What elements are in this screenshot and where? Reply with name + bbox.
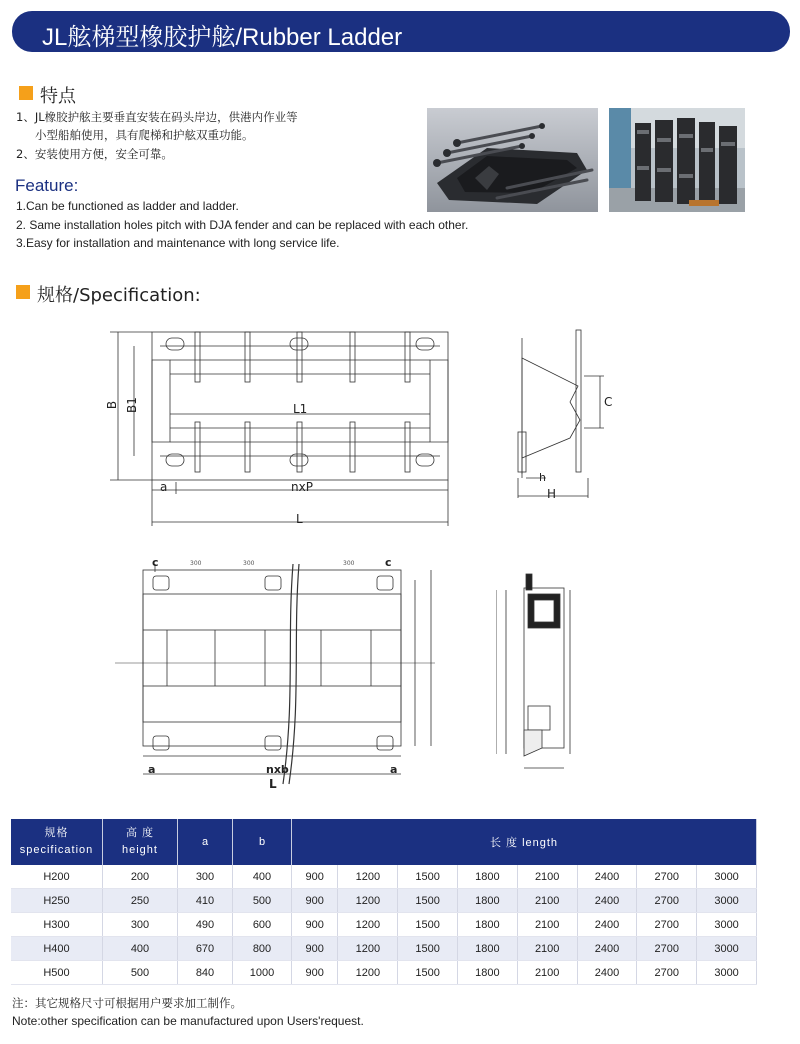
table-row — [11, 889, 757, 913]
table-cell: 3000 — [697, 889, 757, 913]
feature-cn-line: 2、安装使用方便，安全可靠。 — [16, 147, 173, 161]
front-elevation-drawing — [100, 322, 460, 530]
features-cn-title: 特点 — [40, 86, 76, 107]
table-cell: 1500 — [398, 865, 458, 889]
table-row — [11, 913, 757, 937]
dim-label-B1: B1 — [124, 397, 139, 413]
features-en-title: Feature: — [15, 176, 79, 195]
section-bullet — [19, 86, 33, 100]
table-cell: 900 — [292, 889, 338, 913]
table-cell: H300 — [11, 913, 103, 937]
table-row — [11, 865, 757, 889]
table-cell: 900 — [292, 865, 338, 889]
header-a: a — [178, 819, 233, 865]
header-b: b — [233, 819, 292, 865]
table-cell: 3000 — [697, 913, 757, 937]
section-bullet — [16, 285, 30, 299]
table-cell: 500 — [103, 961, 178, 985]
header-specification — [11, 819, 103, 865]
feature-en-line: 3.Easy for installation and maintenance with long service life. — [16, 236, 340, 250]
table-cell: 2400 — [577, 865, 637, 889]
table-cell: 400 — [103, 937, 178, 961]
table-cell: 800 — [233, 937, 292, 961]
table-cell: 300 — [103, 913, 178, 937]
table-cell: 670 — [178, 937, 233, 961]
dim-label-a: a — [160, 480, 168, 494]
table-cell: 250 — [103, 889, 178, 913]
specification-title: 规格/Specification: — [37, 285, 201, 306]
table-cell: 1500 — [398, 961, 458, 985]
table-cell: 1200 — [338, 889, 398, 913]
specification-table — [11, 819, 757, 985]
table-cell: 2700 — [637, 937, 697, 961]
table-cell: 1500 — [398, 913, 458, 937]
page-title: JL舷梯型橡胶护舷/Rubber Ladder — [42, 24, 403, 51]
title-banner — [12, 11, 790, 52]
table-cell: H400 — [11, 937, 103, 961]
dim-label-300: 300 — [190, 560, 202, 567]
warehouse-photo — [609, 108, 745, 212]
feature-en-line: 2. Same installation holes pitch with DJA fender and can be replaced with each other. — [16, 218, 469, 232]
table-cell: 1000 — [233, 961, 292, 985]
dim-label-c: c — [385, 556, 392, 569]
table-cell: 2100 — [517, 889, 577, 913]
dim-label-h: h — [539, 471, 546, 484]
dim-label-a: a — [390, 763, 398, 776]
header-spec-en: specification — [19, 844, 94, 856]
table-cell: 1800 — [458, 937, 518, 961]
table-cell: 500 — [233, 889, 292, 913]
header-length: 长 度 length — [292, 819, 757, 865]
table-cell: 2700 — [637, 913, 697, 937]
dim-label-c: c — [152, 556, 159, 569]
product-render-image — [427, 108, 598, 212]
table-cell: 900 — [292, 961, 338, 985]
table-cell: 1500 — [398, 889, 458, 913]
table-cell: 3000 — [697, 961, 757, 985]
table-cell: 2400 — [577, 961, 637, 985]
dim-label-L1: L1 — [293, 402, 308, 416]
table-cell: 1800 — [458, 889, 518, 913]
side-profile-drawing — [508, 328, 618, 500]
table-cell: 2400 — [577, 937, 637, 961]
table-cell: 2700 — [637, 889, 697, 913]
table-cell: 2100 — [517, 913, 577, 937]
table-cell: 1800 — [458, 913, 518, 937]
note-en: Note:other specification can be manufactured upon Users'request. — [12, 1014, 364, 1028]
dim-label-a: a — [148, 763, 156, 776]
table-cell: H500 — [11, 961, 103, 985]
dim-label-B: B — [105, 400, 120, 410]
table-cell: 3000 — [697, 865, 757, 889]
dim-label-300: 300 — [343, 560, 355, 567]
dim-label-L: L — [269, 777, 277, 791]
table-cell: 2100 — [517, 865, 577, 889]
table-cell: 600 — [233, 913, 292, 937]
table-cell: 400 — [233, 865, 292, 889]
table-cell: 2400 — [577, 913, 637, 937]
table-cell: 410 — [178, 889, 233, 913]
table-cell: 840 — [178, 961, 233, 985]
table-cell: 3000 — [697, 937, 757, 961]
dim-label-nxP: nxP — [291, 480, 313, 494]
installation-section-drawing — [496, 570, 586, 778]
table-header-row — [11, 819, 757, 865]
table-cell: 900 — [292, 937, 338, 961]
table-row — [11, 937, 757, 961]
table-cell: 900 — [292, 913, 338, 937]
dim-label-C: C — [604, 395, 613, 409]
table-cell: 1200 — [338, 937, 398, 961]
table-cell: 200 — [103, 865, 178, 889]
table-cell: 1800 — [458, 865, 518, 889]
table-cell: H200 — [11, 865, 103, 889]
installation-plan-drawing — [115, 560, 445, 788]
table-cell: 1800 — [458, 961, 518, 985]
dim-label-L: L — [296, 512, 303, 526]
table-row — [11, 961, 757, 985]
feature-cn-line: 1、JL橡胶护舷主要垂直安装在码头岸边，供港内作业等 — [16, 110, 298, 124]
table-cell: H250 — [11, 889, 103, 913]
table-cell: 490 — [178, 913, 233, 937]
dim-label-H: H — [547, 487, 557, 501]
table-cell: 2400 — [577, 889, 637, 913]
note-cn: 注：其它规格尺寸可根据用户要求加工制作。 — [12, 996, 242, 1010]
table-cell: 2700 — [637, 961, 697, 985]
feature-cn-line: 小型船舶使用，具有爬梯和护舷双重功能。 — [35, 128, 254, 142]
table-cell: 1200 — [338, 865, 398, 889]
header-height-en: height — [122, 844, 158, 856]
header-spec-cn: 规格 — [44, 827, 69, 839]
header-height — [103, 819, 178, 865]
dim-label-nxb: nxb — [266, 763, 289, 776]
table-cell: 2100 — [517, 937, 577, 961]
table-cell: 1500 — [398, 937, 458, 961]
table-cell: 1200 — [338, 961, 398, 985]
header-height-cn: 高 度 — [125, 827, 155, 839]
dim-label-300: 300 — [243, 560, 255, 567]
table-cell: 300 — [178, 865, 233, 889]
table-cell: 2700 — [637, 865, 697, 889]
table-cell: 2100 — [517, 961, 577, 985]
table-cell: 1200 — [338, 913, 398, 937]
feature-en-line: 1.Can be functioned as ladder and ladder. — [16, 199, 239, 213]
